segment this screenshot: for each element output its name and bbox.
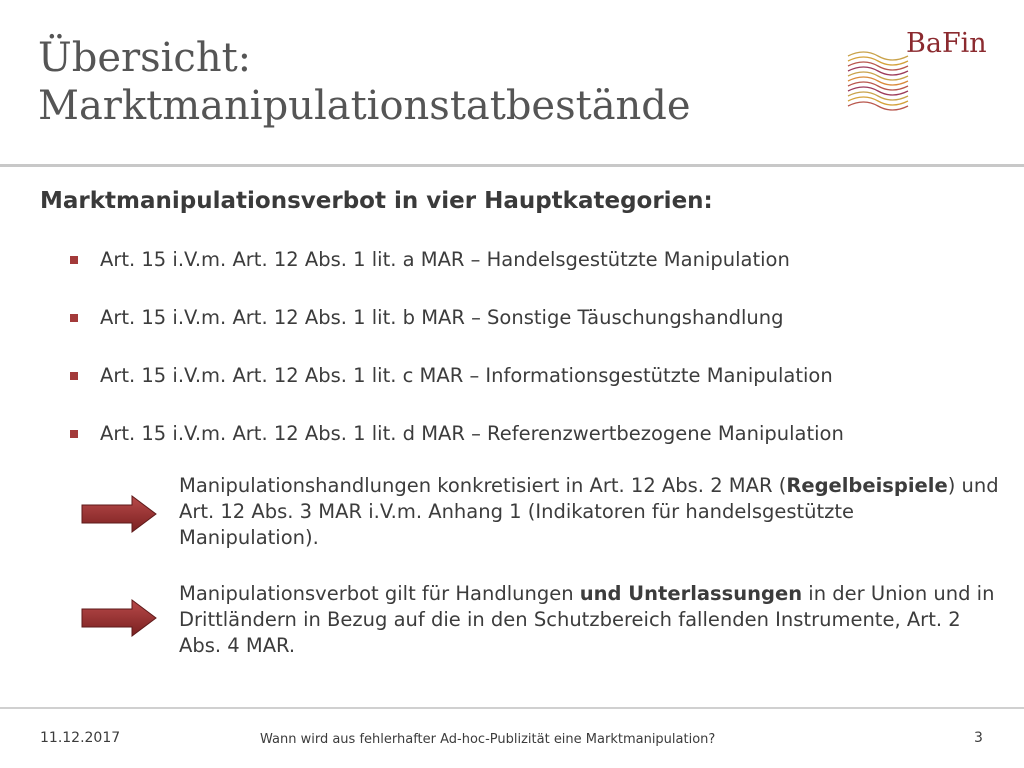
page-number: 3 [974, 730, 983, 746]
slide-title [38, 34, 818, 130]
right-arrow-icon [80, 494, 158, 534]
footer-date: 11.12.2017 [40, 730, 121, 746]
list-item-text: Art. 15 i.V.m. Art. 12 Abs. 1 lit. a MAR – Handelsgestützte Manipulation [100, 248, 790, 271]
square-bullet-icon [70, 256, 78, 264]
footer-title: Wann wird aus fehlerhafter Ad-hoc-Publizität eine Marktmanipulation? [260, 732, 716, 747]
list-item-text: Art. 15 i.V.m. Art. 12 Abs. 1 lit. d MAR – Referenzwertbezogene Manipulation [100, 422, 844, 445]
header-divider [0, 164, 1024, 167]
list-item-text: Art. 15 i.V.m. Art. 12 Abs. 1 lit. c MAR – Informationsgestützte Manipulation [100, 364, 833, 387]
square-bullet-icon [70, 430, 78, 438]
slide-subtitle: Marktmanipulationsverbot in vier Hauptkategorien: [40, 188, 713, 214]
list-item-text: Art. 15 i.V.m. Art. 12 Abs. 1 lit. b MAR – Sonstige Täuschungshandlung [100, 306, 784, 329]
slide-title-line1: Übersicht: [38, 35, 252, 81]
slide-title-line2: Marktmanipulationstatbestände [38, 83, 691, 129]
right-arrow-icon [80, 598, 158, 638]
list-item [70, 422, 844, 480]
note-unterlassungen [179, 581, 999, 659]
note2-text-2: in der Union und in Drittländern in Bezug auf die in den Schutzbereich fallenden Instrumente, Art. 2 Abs. 4 MAR. [179, 582, 995, 657]
note1-text-1: Manipulationshandlungen konkretisiert in Art. 12 Abs. 2 MAR ( [179, 474, 787, 497]
note2-text-1: Manipulationsverbot gilt für Handlungen [179, 582, 580, 605]
note1-text-2: ) und Art. 12 Abs. 3 MAR i.V.m. Anhang 1 (Indikatoren für handelsgestützte Manipulation). [179, 474, 999, 549]
footer-divider [0, 707, 1024, 709]
bafin-logo [846, 28, 1016, 112]
note-regelbeispiele [179, 473, 999, 551]
square-bullet-icon [70, 372, 78, 380]
list-item [70, 364, 844, 422]
list-item [70, 248, 844, 306]
logo-text: BaFin [906, 28, 987, 59]
list-item [70, 306, 844, 364]
category-list [70, 248, 844, 480]
square-bullet-icon [70, 314, 78, 322]
note2-bold: und Unterlassungen [579, 582, 803, 605]
wave-pattern-icon [846, 48, 910, 112]
note1-bold: Regelbeispiele [786, 474, 948, 497]
